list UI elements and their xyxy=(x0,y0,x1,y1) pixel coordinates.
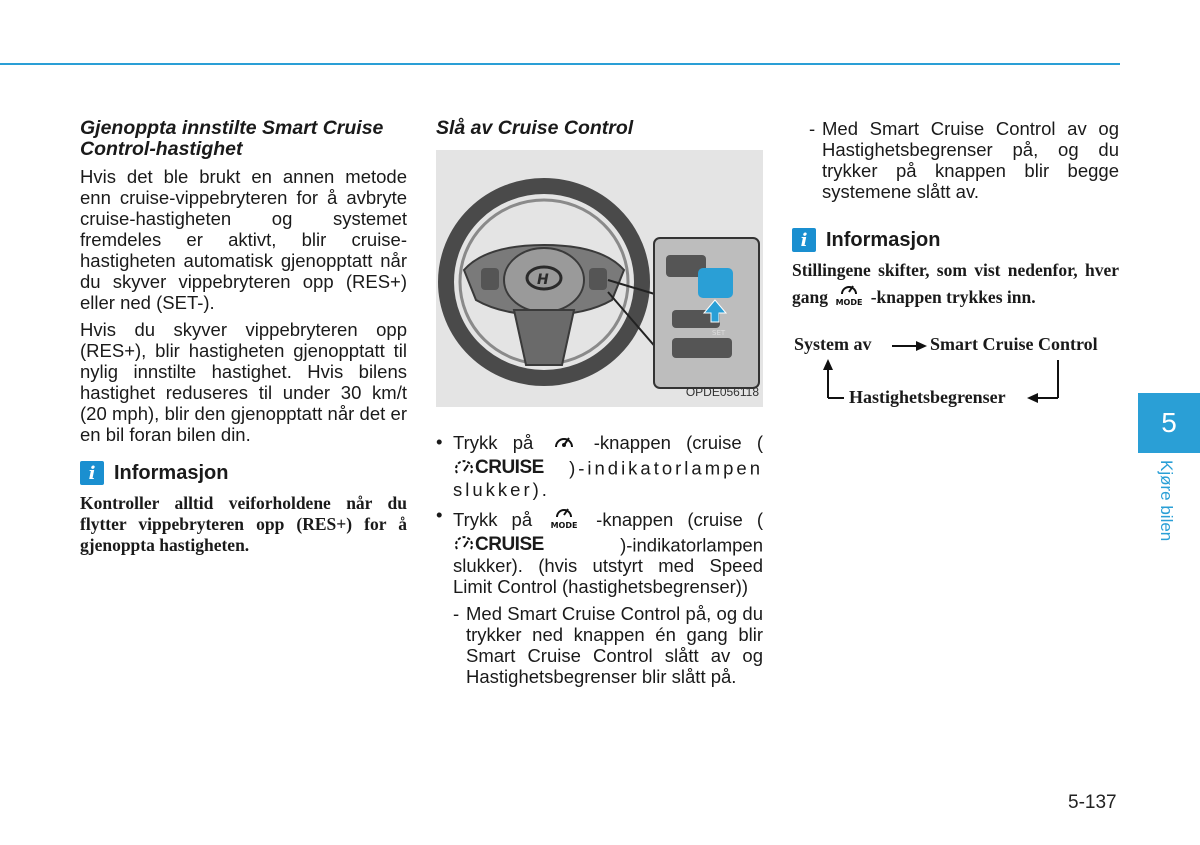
info-title: Informasjon xyxy=(826,228,941,251)
cruise-button-icon xyxy=(549,431,579,457)
diagram-limiter: Hastighetsbegrenser xyxy=(849,387,1006,407)
steering-wheel-figure xyxy=(436,150,763,407)
svg-text:SET: SET xyxy=(712,329,726,337)
mode-button-icon xyxy=(546,504,582,534)
info-heading xyxy=(792,228,1119,252)
info-icon: i xyxy=(80,461,104,485)
cruise-indicator-icon: CRUISE xyxy=(453,457,544,478)
instruction-list xyxy=(436,431,763,687)
page-number: 5-137 xyxy=(1068,792,1117,813)
diagram-system-off: System av xyxy=(794,334,872,354)
svg-text:H: H xyxy=(537,272,549,288)
figure-caption: OPDE056118 xyxy=(685,385,759,399)
info-heading xyxy=(80,461,407,485)
mode-label: MODE xyxy=(835,298,863,307)
paragraph: Hvis du skyver vippebryteren opp (RES+), blir hastigheten gjenopptatt til nylig innstilte hastighet. Hvis bilens hastighet reduseres til under 30 km/t (20 mph), blir den gjenopptatt når det er en bil foran bilen din. xyxy=(80,319,407,445)
chapter-label: Kjøre bilen xyxy=(1157,460,1176,542)
chapter-tab: 5 xyxy=(1138,393,1200,453)
mode-label: MODE xyxy=(550,520,578,530)
list-item: • Trykk på MODE -knappen (cruise ( CRUISE )-indikatorlampen slukker). (hvis utstyrt med Speed Limit Control (hastighetsbegrenser)) - Med Smart Cruise Control på, og du trykker ned knappen én gang blir Smart Cruise Control slått av og Hastighetsbegrenser blir slått på. xyxy=(436,504,763,688)
column-left xyxy=(80,118,407,556)
info-title: Informasjon xyxy=(114,461,229,484)
paragraph: Hvis det ble brukt en annen metode enn cruise-vippebryteren for å avbryte cruise-hastigheten og systemet fremdeles er aktivt, blir cruise-hastigheten automatisk gjenopptatt når du skyver vippebryteren opp (RES+) eller ned (SET-). xyxy=(80,166,407,313)
section-heading-turn-off: Slå av Cruise Control xyxy=(436,117,634,139)
header-rule xyxy=(0,63,1120,65)
info-icon: i xyxy=(792,228,816,252)
diagram-smart-cruise: Smart Cruise Control xyxy=(930,334,1098,354)
cruise-indicator-icon: CRUISE xyxy=(453,534,544,555)
column-middle xyxy=(436,118,763,691)
column-right xyxy=(792,118,1119,414)
list-item: • Trykk på -knappen (cruise ( CRUISE )-indikatorlampen slukker). xyxy=(436,431,763,500)
sub-item: - Med Smart Cruise Control av og Hastighetsbegrenser på, og du trykker på knappen blir begge systemene slått av. xyxy=(809,118,1119,202)
steering-wheel-illustration xyxy=(436,150,763,407)
mode-button-icon xyxy=(832,281,866,312)
info-text: Kontroller alltid veiforholdene når du flytter vippebryteren opp (RES+) for å gjenoppta hastigheten. xyxy=(80,493,407,555)
sub-item: - Med Smart Cruise Control på, og du trykker ned knappen én gang blir Smart Cruise Control slått av og Hastighetsbegrenser blir slått på. xyxy=(453,603,763,687)
arrow-right-icon xyxy=(892,340,928,352)
section-heading-resume: Gjenoppta innstilte Smart Cruise Control-hastighet xyxy=(80,117,384,160)
info-text: Stillingene skifter, som vist nedenfor, hver gang MODE -knappen trykkes inn. xyxy=(792,260,1119,312)
mode-cycle-diagram xyxy=(792,334,1119,414)
